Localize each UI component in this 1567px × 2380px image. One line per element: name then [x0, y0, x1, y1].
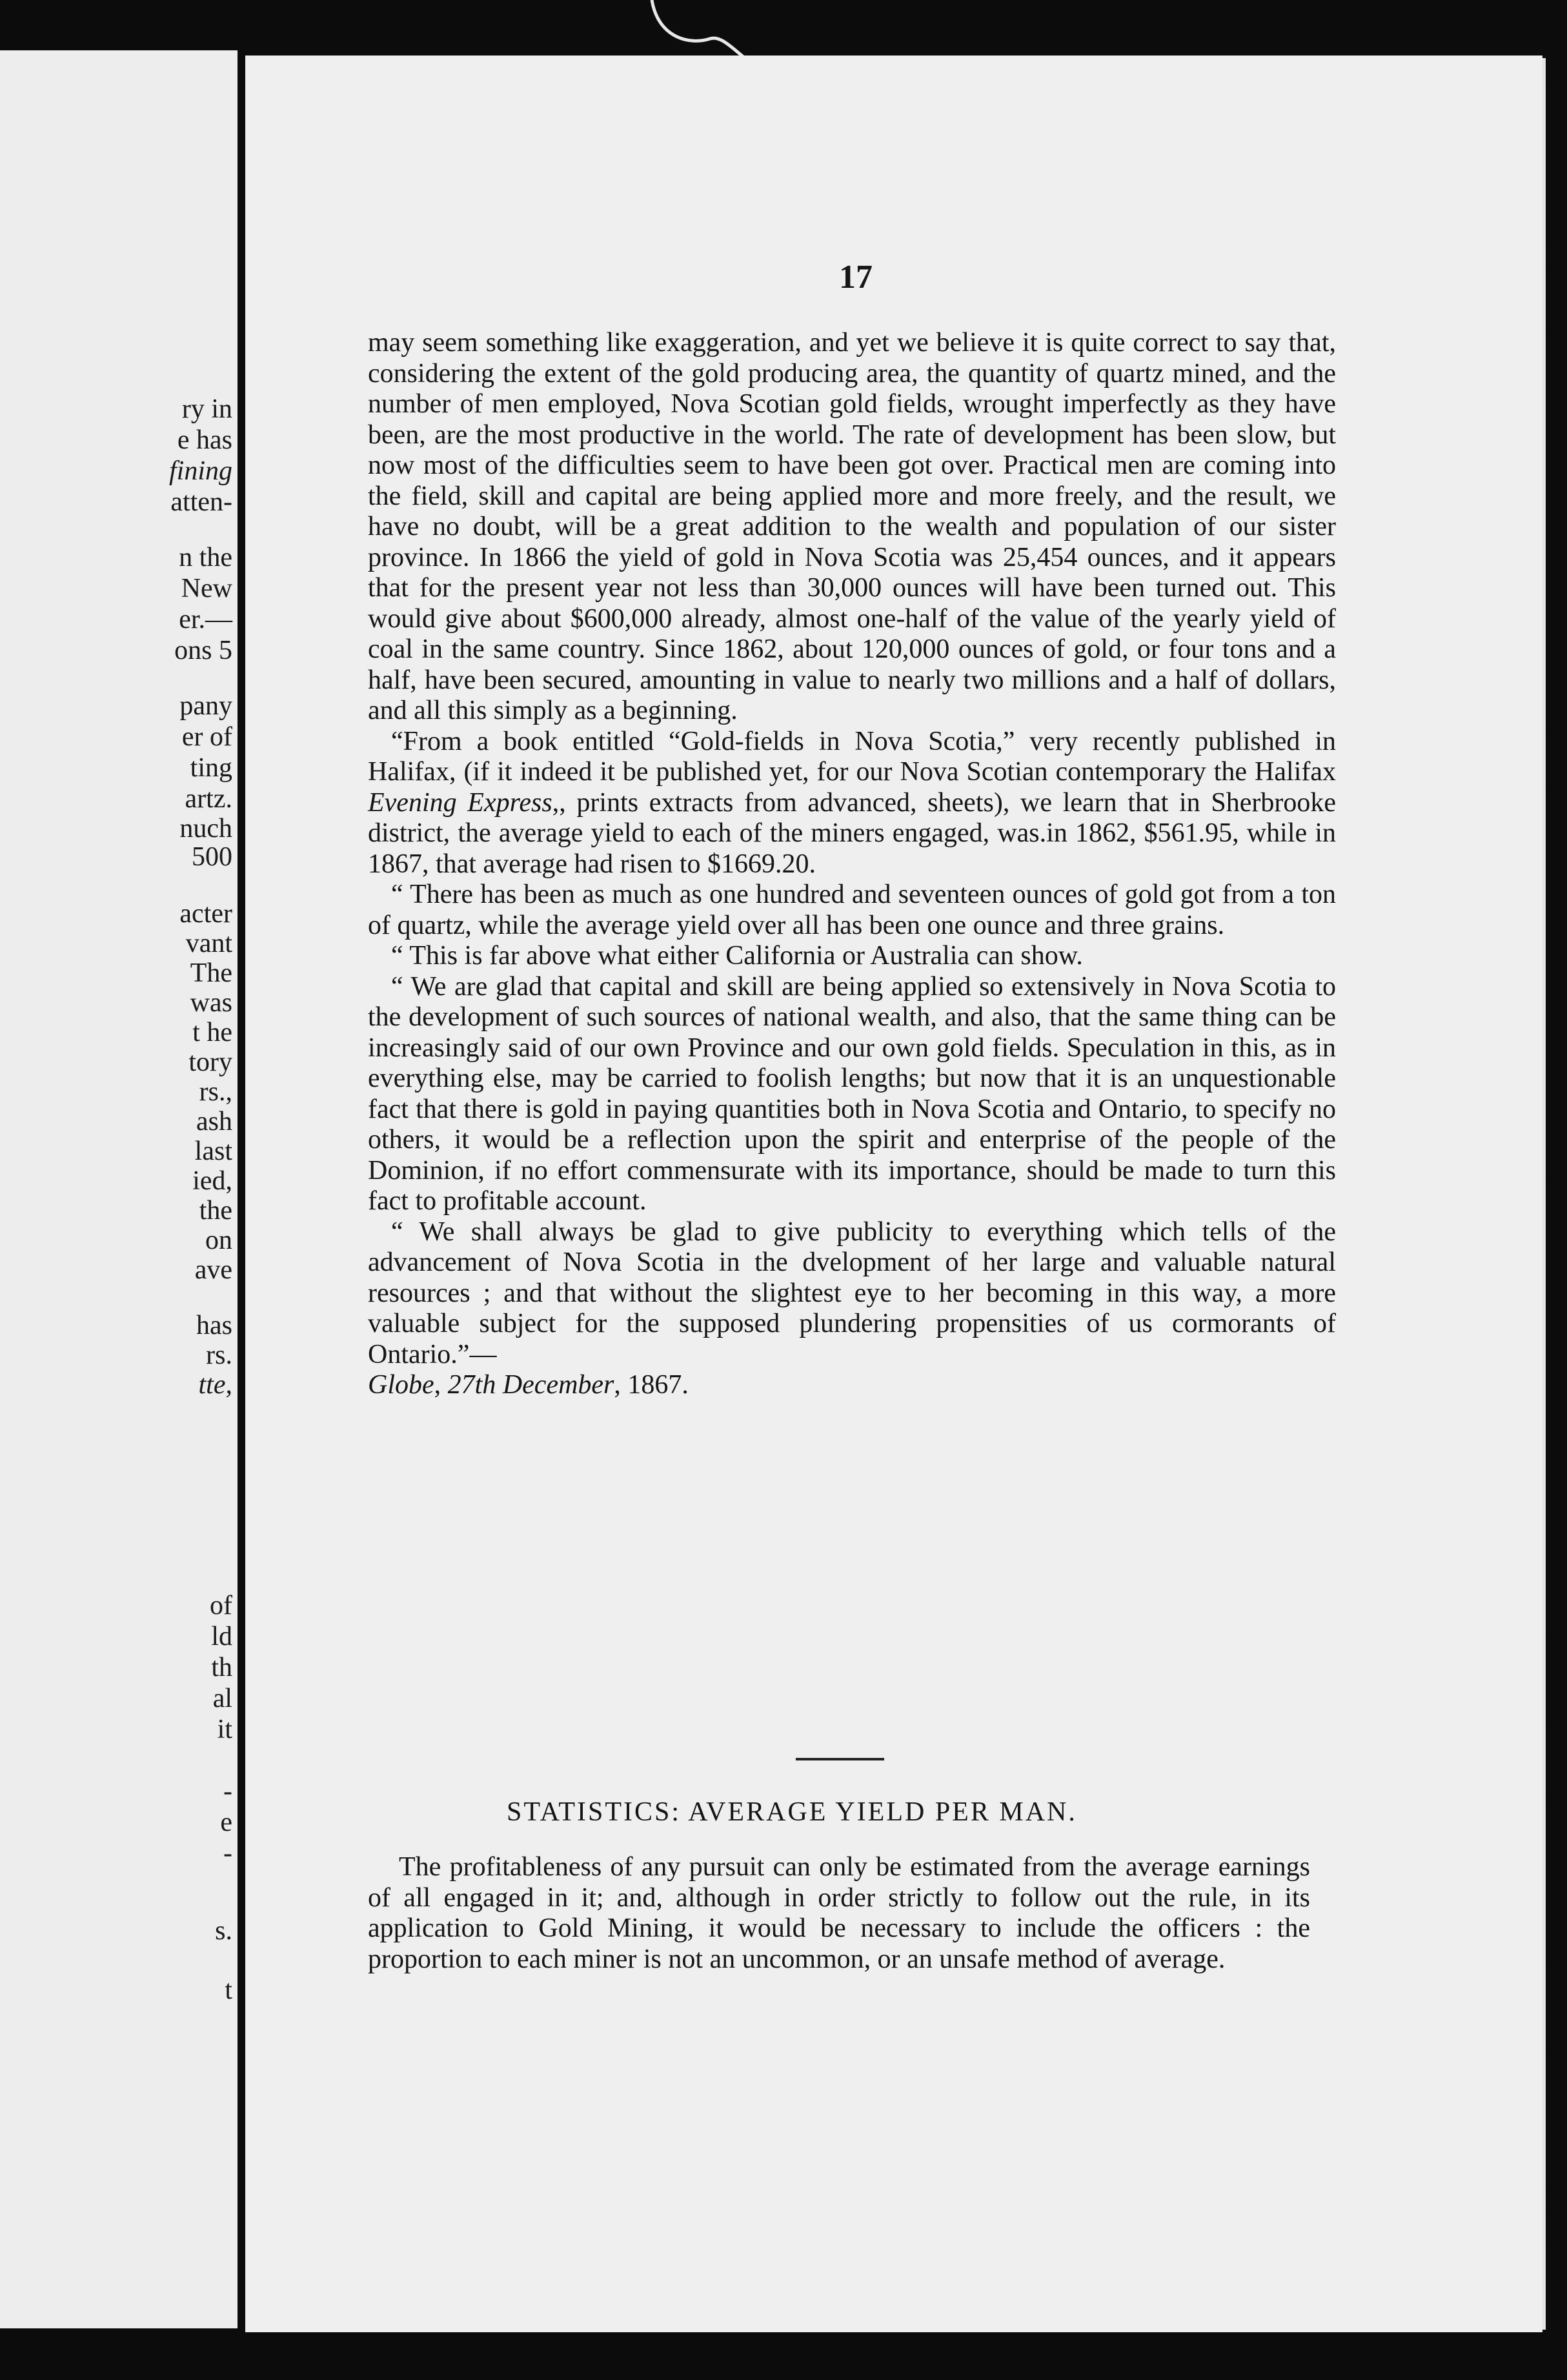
left-page-fragment: ry in [181, 394, 232, 424]
left-page-fragment: al [212, 1684, 232, 1713]
body-text [368, 328, 1336, 1401]
text-run: may seem something like exaggeration, and yet we believe it is quite correct to say that, considering the extent of the gold producing area, the quantity of quartz mined, and the number of men employed, Nova Scotian gold fields, wrought imperfectly as they have been, are the most productive in the world. The rate of development has been slow, but now most of the difficulties seem to have been got over. Practical men are coming into the field, skill and capital are being applied more and more freely, and the result, we have no doubt, will be a great addition to the wealth and population of our sister province. In 1866 the yield of gold in Nova Scotia was 25,454 ounces, and it appears that for the present year not less than 30,000 ounces will have been turned out. This would give about $600,000 already, almost one-half of the value of the yearly yield of coal in the same country. Since 1862, about 120,000 ounces of gold, or four tons and a half, have been secured, amounting in value to nearly two millions and a half of dollars, and all this simply as a beginning. [368, 328, 1336, 725]
left-page-fragment: ting [190, 753, 232, 783]
left-page-fragment: ld [211, 1622, 232, 1651]
left-page-fragment: ash [196, 1107, 232, 1136]
left-page-fragment: er of [181, 722, 232, 752]
page-number: 17 [839, 259, 873, 296]
left-page-fragment: rs., [199, 1077, 232, 1107]
left-page-fragment: acter [179, 899, 232, 929]
italic-text: Evening Express [368, 787, 552, 818]
text-run: ,, prints extracts from advanced, sheets), we learn that in Sherbrooke district, the average yield to each of the miners engaged, was.in 1862, $561.95, while in 1867, that average had risen to $1669.20. [368, 787, 1336, 879]
left-page-fragment: rs. [206, 1340, 232, 1370]
text-run: “ We shall always be glad to give publicity to everything which tells of the advancement of Nova Scotia in the dvelopment of her large and valuable natural resources ; and that without the slightest eye to her becoming in this way, a more valuable subject for the supposed plundering propensities of us cormorants of Ontario.”— [368, 1216, 1336, 1369]
italic-text: Globe [368, 1370, 434, 1400]
left-page-fragment: of [210, 1591, 232, 1620]
section-divider [796, 1758, 884, 1760]
body-paragraph [368, 880, 1336, 941]
body-paragraph [368, 941, 1336, 972]
left-page-fragment: e [220, 1808, 232, 1837]
left-page-fragment: - [223, 1839, 232, 1868]
left-page-fragment: n the [179, 543, 232, 572]
left-facing-page [0, 50, 238, 2328]
text-run: “ This is far above what either California or Australia can show. [391, 941, 1083, 971]
left-page-fragment: tte, [198, 1370, 232, 1400]
body-paragraph [368, 328, 1336, 727]
left-page-fragment: The [190, 958, 232, 988]
left-page-fragment: ied, [192, 1166, 232, 1196]
left-page-fragment: pany [179, 691, 232, 721]
text-run: “From a book entitled “Gold-fields in Nova Scotia,” very recently published in Halifax, (if it indeed it be published yet, for our Nova Scotian contemporary the Halifax [368, 726, 1336, 787]
body-paragraph [368, 972, 1336, 1217]
left-page-fragment: the [199, 1196, 232, 1225]
section-body [368, 1852, 1310, 1975]
text-run: “ We are glad that capital and skill are being applied so extensively in Nova Scotia to the development of such sources of national wealth, and also, that the same thing can be increasingly said of our own Province and our own gold fields. Speculation in this, as in everything else, may be carried to foolish lengths; but now that it is an unquestionable fact that there is gold in paying quantities both in Nova Scotia and Ontario, to specify no others, it would be a reflection upon the spirit and enterprise of the people of the Dominion, if no effort commensurate with its importance, should be made to turn this fact to profitable account. [368, 971, 1336, 1216]
section-heading: STATISTICS: AVERAGE YIELD PER MAN. [507, 1797, 1077, 1827]
left-page-fragment: artz. [185, 784, 232, 814]
section-paragraph: The profitableness of any pursuit can only be estimated from the average earnings of all engaged in it; and, although in order strictly to follow out the rule, in its application to Gold Mining, it would be necessary to include the officers : the proportion to each miner is not an uncommon, or an unsafe method of average. [368, 1852, 1310, 1974]
left-page-fragment: ons 5 [174, 636, 232, 665]
left-page-fragment: vant [185, 929, 232, 958]
text-run: , [434, 1370, 448, 1400]
left-page-fragment: last [194, 1136, 232, 1166]
italic-text: 27th December [447, 1370, 614, 1400]
left-page-fragment: t [225, 1975, 232, 2005]
text-run: “ There has been as much as one hundred and seventeen ounces of gold got from a ton of quartz, while the average yield over all has been one ounce and three grains. [368, 880, 1336, 940]
left-page-fragment: - [223, 1777, 232, 1806]
body-paragraph [368, 727, 1336, 880]
left-page-fragment: s. [215, 1916, 232, 1946]
text-run: , 1867. [614, 1370, 689, 1400]
left-page-fragment: it [217, 1715, 232, 1744]
left-page-fragment: was [190, 988, 232, 1018]
left-page-fragment: New [181, 574, 232, 603]
left-page-fragment: has [196, 1311, 232, 1340]
left-page-fragment: tory [188, 1047, 232, 1077]
left-page-fragment: ave [194, 1255, 232, 1285]
left-page-fragment: e has [177, 425, 232, 455]
left-page-fragment: th [211, 1653, 232, 1682]
body-paragraph [368, 1370, 1336, 1401]
left-page-fragment: fining [168, 456, 232, 486]
left-page-fragment: on [205, 1225, 232, 1255]
left-page-fragment: er.— [179, 605, 232, 634]
body-paragraph [368, 1217, 1336, 1371]
left-page-fragment: nuch [179, 814, 232, 843]
left-page-fragment: atten- [170, 487, 232, 517]
left-page-fragment: 500 [192, 842, 232, 872]
left-page-fragment: t he [192, 1018, 232, 1047]
